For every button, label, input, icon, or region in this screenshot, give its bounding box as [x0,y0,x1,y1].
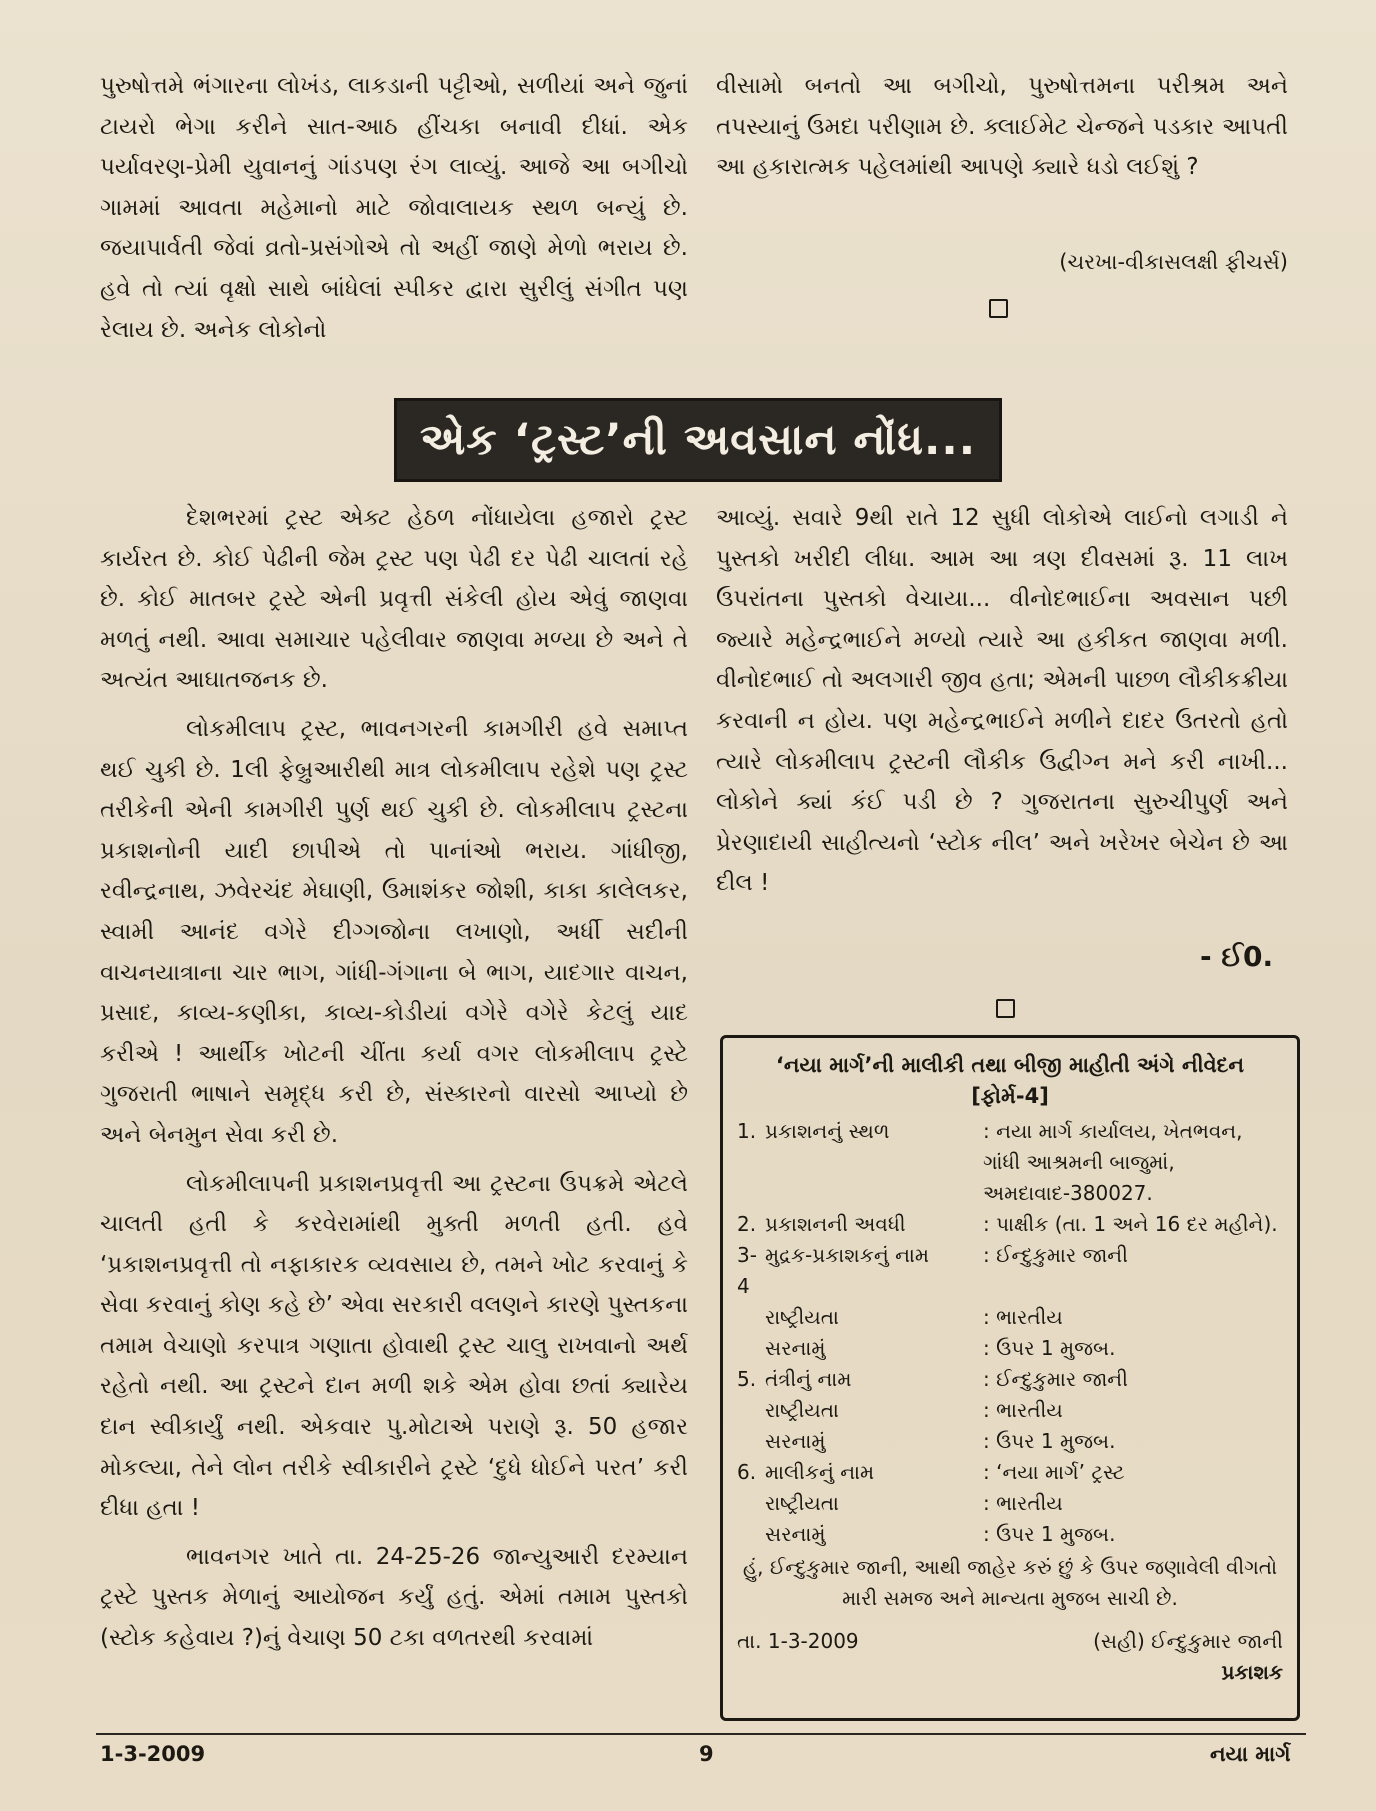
article-headline-banner [394,398,1002,482]
notice-row [737,1364,1283,1395]
notice-row [737,1519,1283,1550]
notice-row-label: રાષ્ટ્રીયતા [765,1398,839,1422]
notice-row-label: પ્રકાશનનું સ્થળ [765,1119,890,1143]
notice-row [737,1116,1283,1209]
source-credit: (ચરખા-વીકાસલક્ષી ફીચર્સ) [1059,250,1288,274]
author-signoff: - ઈ0. [1200,940,1274,973]
notice-row-number: 1. [737,1119,757,1143]
notice-row-label: માલીકનું નામ [765,1460,875,1484]
notice-row-value: : ભારતીય [983,1398,1063,1422]
top-left-column [100,66,688,350]
notice-row-value: : ઈન્દુકુમાર જાની [983,1367,1128,1391]
footer-page-number: 9 [699,1742,714,1766]
notice-row-value: : ભારતીય [983,1491,1063,1515]
notice-row-number [737,1302,765,1333]
notice-row-number: 5. [737,1367,757,1391]
article-paragraph: લોકમીલાપની પ્રકાશનપ્રવૃત્તી આ ટ્રસ્ટના ઉપક્રમે એટલે ચાલતી હતી કે કરવેરામાંથી મુક્તી મળતી હતી. હવે ‘પ્રકાશનપ્રવૃત્તી તો નફાકારક વ્યવસાય છે, તમને ખોટ કરવાનું કે સેવા કરવાનું કોણ કહે છે’ એવા સરકારી વલણને કારણે પુસ્તકના તમામ વેચાણો કરપાત્ર ગણાતા હોવાથી ટ્રસ્ટ ચાલુ રાખવાનો અર્થ રહેતો નથી. આ ટ્રસ્ટને દાન મળી શકે એમ હોવા છતાં ક્યારેય દાન સ્વીકાર્યું નથી. એકવાર પુ.મોટાએ પરાણે રૂ. 50 હજાર મોકલ્યા, તેને લોન તરીકે સ્વીકારીને ટ્રસ્ટે ‘દુધે ધોઈને પરત’ કરી દીધા હતા ! [100,1170,688,1522]
top-left-paragraph: પુરુષોત્તમે ભંગારના લોખંડ, લાકડાની પટ્ટીઓ, સળીયાં અને જુનાં ટાયરો ભેગા કરીને સાત-આઠ હીંચકા બનાવી દીધાં. એક પર્યાવરણ-પ્રેમી યુવાનનું ગાંડપણ રંગ લાવ્યું. આજે આ બગીચો ગામમાં આવતા મહેમાનો માટે જોવાલાયક સ્થળ બન્યું છે. જયાપાર્વતી જેવાં વ્રતો-પ્રસંગોએ તો અહીં જાણે મેળો ભરાય છે. હવે તો ત્યાં વૃક્ષો સાથે બાંધેલાં સ્પીકર દ્વારા સુરીલું સંગીત પણ રેલાય છે. અનેક લોકોનો [100,73,688,343]
notice-row-number: 3-4 [737,1243,757,1298]
notice-row [737,1426,1283,1457]
notice-row-label: રાષ્ટ્રીયતા [765,1491,839,1515]
notice-row-value: : નયા માર્ગ કાર્યાલય, ખેતભવન, ગાંધી આશ્રમની બાજુમાં, અમદાવાદ-380027. [983,1119,1243,1205]
article-paragraph-continued: આવ્યું. સવારે 9થી રાતે 12 સુધી લોકોએ લાઈનો લગાડી ને પુસ્તકો ખરીદી લીધા. આમ આ ત્રણ દીવસમાં રૂ. 11 લાખ ઉપરાંતના પુસ્તકો વેચાયા... વીનોદભાઈના અવસાન પછી જ્યારે મહેન્દ્રભાઈને મળ્યો ત્યારે આ હકીકત જાણવા મળી. વીનોદભાઈ તો અલગારી જીવ હતા; એમની પાછળ લૌકીકક્રીયા કરવાની ન હોય. પણ મહેન્દ્રભાઈને મળીને દાદર ઉતરતો હતો ત્યારે લોકમીલાપ ટ્રસ્ટની લૌકીક ઉદ્વીગ્ન મને કરી નાખી... લોકોને ક્યાં કંઈ પડી છે ? ગુજરાતના સુરુચીપુર્ણ અને પ્રેરણાદાયી સાહીત્યનો ‘સ્ટોક નીલ’ અને ખરેખર બેચેન છે આ દીલ ! [716,505,1288,897]
notice-row-label: સરનામું [765,1429,826,1453]
notice-date: તા. 1-3-2009 [737,1629,859,1653]
notice-row-number [737,1395,765,1426]
article-headline: એક ‘ટ્રસ્ટ’ની અવસાન નોંધ... [419,415,977,465]
notice-row [737,1488,1283,1519]
notice-role: પ્રકાશક [1221,1660,1283,1684]
notice-row-label: રાષ્ટ્રીયતા [765,1305,839,1329]
notice-title: ‘નયા માર્ગ’ની માલીકી તથા બીજી માહીતી અંગે નીવેદન [775,1053,1245,1077]
notice-row-value: : ઉપર 1 મુજબ. [983,1429,1116,1453]
notice-row-number [737,1333,765,1364]
notice-row [737,1209,1283,1240]
notice-row-number: 6. [737,1460,757,1484]
notice-row-value: : ઉપર 1 મુજબ. [983,1522,1116,1546]
notice-row-value: : ઈન્દુકુમાર જાની [983,1243,1128,1267]
notice-declaration: હું, ઈન્દુકુમાર જાની, આથી જાહેર કરું છું કે ઉપર જણાવેલી વીગતો મારી સમજ અને માન્યતા મુજબ સાચી છે. [742,1555,1278,1610]
notice-row [737,1302,1283,1333]
notice-rows [737,1116,1283,1550]
ownership-notice-box [720,1035,1300,1721]
footer-rule [96,1733,1306,1735]
notice-row-value: : ‘નયા માર્ગ’ ટ્રસ્ટ [983,1460,1125,1484]
notice-row [737,1395,1283,1426]
notice-row-value: : ઉપર 1 મુજબ. [983,1336,1116,1360]
notice-footer [737,1626,1283,1657]
notice-row-number: 2. [737,1212,757,1236]
notice-row-number [737,1519,765,1550]
notice-row-number [737,1426,765,1457]
notice-row [737,1457,1283,1488]
notice-form-number: [ફોર્મ-4] [971,1084,1049,1108]
article-right-column [716,498,1288,904]
notice-row-label: તંત્રીનું નામ [765,1367,852,1391]
article-paragraph: ભાવનગર ખાતે તા. 24-25-26 જાન્યુઆરી દરમ્યાન ટ્રસ્ટે પુસ્તક મેળાનું આયોજન કર્યું હતું. એમાં તમામ પુસ્તકો (સ્ટોક કહેવાય ?)નું વેચાણ 50 ટકા વળતરથી કરવામાં [100,1543,688,1652]
notice-row [737,1333,1283,1364]
footer-date: 1-3-2009 [100,1742,206,1766]
top-right-column [716,66,1288,188]
article-paragraph: દેશભરમાં ટ્રસ્ટ એક્ટ હેઠળ નોંધાયેલા હજારો ટ્રસ્ટ કાર્યરત છે. કોઈ પેઢીની જેમ ટ્રસ્ટ પણ પેઢી દર પેઢી ચાલતાં રહે છે. કોઈ માતબર ટ્રસ્ટે એની પ્રવૃત્તી સંકેલી હોય એવું જાણવા મળતું નથી. આવા સમાચાર પહેલીવાર જાણવા મળ્યા છે અને તે અત્યંત આઘાતજનક છે. [100,505,688,694]
article-left-column [100,498,688,1659]
article-end-marker [996,999,1015,1018]
notice-signature: (સહી) ઈન્દુકુમાર જાની [1093,1629,1283,1653]
notice-row-number [737,1488,765,1519]
top-right-paragraph: વીસામો બનતો આ બગીચો, પુરુષોત્તમના પરીશ્રમ અને તપસ્યાનું ઉમદા પરીણામ છે. ક્લાઈમેટ ચેન્જને પડકાર આપતી આ હકારાત્મક પહેલમાંથી આપણે ક્યારે ધડો લઈશું ? [716,73,1288,181]
notice-row-label: પ્રકાશનની અવધી [765,1212,906,1236]
notice-row-label: સરનામું [765,1336,826,1360]
notice-row-value: : ભારતીય [983,1305,1063,1329]
notice-row-label: સરનામું [765,1522,826,1546]
section-end-marker [989,299,1008,318]
footer-magazine-name: નયા માર્ગ [1210,1742,1291,1766]
notice-row-value: : પાક્ષીક (તા. 1 અને 16 દર મહીને). [983,1212,1278,1236]
article-paragraph: લોકમીલાપ ટ્રસ્ટ, ભાવનગરની કામગીરી હવે સમાપ્ત થઈ ચુકી છે. 1લી ફેબ્રુઆરીથી માત્ર લોકમીલાપ રહેશે પણ ટ્રસ્ટ તરીકેની એની કામગીરી પુર્ણ થઈ ચુકી છે. લોકમીલાપ ટ્રસ્ટના પ્રકાશનોની યાદી છાપીએ તો પાનાંઓ ભરાય. ગાંધીજી, રવીન્દ્રનાથ, ઝવેરચંદ મેઘાણી, ઉમાશંકર જોશી, કાકા કાલેલકર, સ્વામી આનંદ વગેરે દીગ્ગજોના લખાણો, અર્ધી સદીની વાચનયાત્રાના ચાર ભાગ, ગાંધી-ગંગાના બે ભાગ, યાદગાર વાચન, પ્રસાદ, કાવ્ય-કણીકા, કાવ્ય-કોડીયાં વગેરે વગેરે કેટલું યાદ કરીએ ! આર્થીક ખોટની ચીંતા કર્યા વગર લોકમીલાપ ટ્રસ્ટે ગુજરાતી ભાષાને સમૃદ્ધ કરી છે, સંસ્કારનો વારસો આપ્યો છે અને બેનમુન સેવા કરી છે. [100,715,689,1148]
notice-row [737,1240,1283,1302]
notice-row-label: મુદ્રક-પ્રકાશકનું નામ [765,1243,929,1267]
